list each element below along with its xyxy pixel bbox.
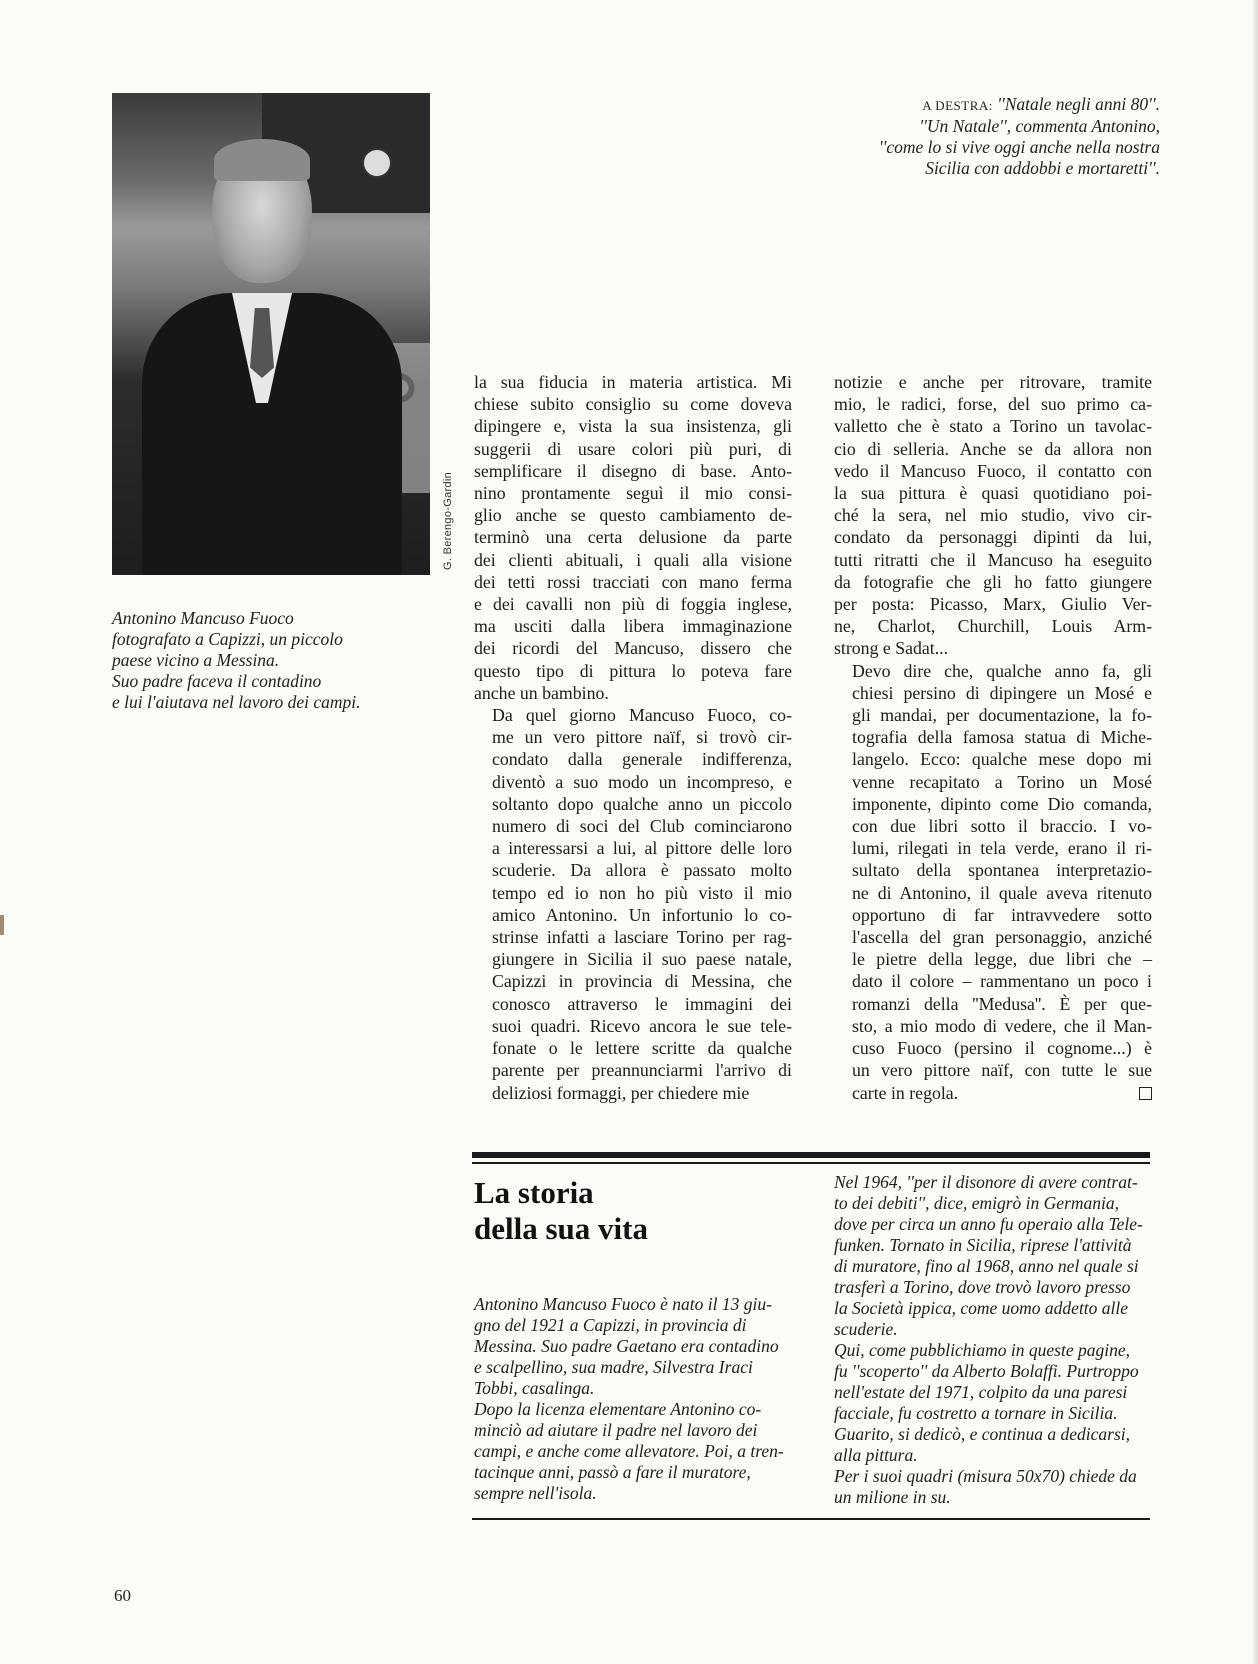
text-line: e dei cavalli non più di foggia inglese, [474,594,792,615]
text-line: scuderie. Da allora è passato molto [492,860,792,881]
photo-road-sign [362,148,392,178]
text-line: glio anche se questo cambiamento de- [474,505,792,526]
text-line: tografia della famosa statua di Miche- [852,727,1152,748]
text-line: venne recapitato a Torino un Mosé [852,771,1152,792]
title-line: della sua vita [474,1211,648,1246]
text-line: lumi, rilegati in tela verde, erano il ri- [852,838,1152,859]
photo-credit: G. Berengo-Gardin [442,471,454,570]
text-line: la sua fiducia in materia artistica. Mi [474,372,792,392]
caption-line: e lui l'aiutava nel lavoro dei campi. [112,692,361,712]
article-column-1 [474,371,792,1104]
title-line: La storia [474,1175,594,1210]
text-line: Messina. Suo padre Gaetano era contadino [474,1336,779,1356]
text-line: alla pittura. [834,1445,918,1465]
text-line: opportuno di far intravvedere sotto [852,904,1152,925]
text-line: notizie e anche per ritrovare, tramite [834,372,1152,392]
text-line: tutti ritratti che il Mancuso ha eseguito [834,549,1152,570]
text-line: ne di Antonino, il quale aveva ritenuto [852,882,1152,903]
text-line: sultato della spontanea interpretazio- [852,860,1152,881]
paragraph [834,660,1152,1104]
caption-line: fotografato a Capizzi, un piccolo [112,629,343,649]
caption-line: Sicilia con addobbi e mortaretti''. [925,158,1160,178]
text-line: dei tetti rossi tracciati con mano ferma [474,571,792,592]
text-line: facciale, fu costretto a tornare in Sicilia. [834,1403,1118,1423]
text-line: la Società ippica, come uomo addetto alle [834,1298,1129,1318]
text-line: langelo. Ecco: qualche mese dopo mi [852,749,1152,770]
caption-text: ''Natale negli anni 80''. [992,94,1160,114]
text-line: conosco attraverso le immagini dei [492,993,792,1014]
text-line: cuso Fuoco (persino il cognome...) è [852,1038,1152,1059]
text-line: un milione in su. [834,1487,951,1507]
text-line: strinse infatti a lasciare Torino per rag- [492,927,792,948]
text-line: parente per preannunciarmi l'arrivo di [492,1060,792,1081]
text-line: ne, Charlot, Churchill, Louis Arm- [834,616,1152,637]
text-line: dei clienti abituali, i quali alla visione [474,549,792,570]
text-line: anche un bambino. [474,682,609,703]
text-line: ché la sera, nel mio studio, vivo cir- [834,505,1152,526]
text-line: Capizzi in provincia di Messina, che [492,971,792,992]
text-line: Devo dire che, qualche anno fa, gli [852,660,1152,681]
text-line: gno del 1921 a Capizzi, in provincia di [474,1315,747,1335]
text-line: campi, e anche come allevatore. Poi, a tren- [474,1441,784,1461]
text-line: diventò a suo modo un incompreso, e [492,771,792,792]
text-line: sto, a mio modo di vedere, che il Man- [852,1015,1152,1036]
text-line: per posta: Picasso, Marx, Giulio Ver- [834,594,1152,615]
text-line: e scalpellino, sua madre, Silvestra Iraci [474,1357,753,1377]
text-line: l'ascella del gran personaggio, anziché [852,927,1152,948]
box-bottom-rule [472,1518,1150,1520]
text-line: soltanto dopo qualche anno un piccolo [492,793,792,814]
caption-lead: A DESTRA: [922,98,993,113]
text-line: suggerii di usare colori più puri, di [474,438,792,459]
text-line: trasferì a Torino, dove trovò lavoro presso [834,1277,1131,1297]
end-mark-icon [1139,1087,1152,1100]
text-line: tacinque anni, passò a fare il muratore, [474,1462,751,1482]
text-line: Nel 1964, ''per il disonore di avere contrat- [834,1172,1138,1192]
text-line: dove per circa un anno fu operaio alla Tele- [834,1214,1143,1234]
text-line: mio, le radici, forse, del suo primo ca- [834,394,1152,415]
caption-line: Antonino Mancuso Fuoco [112,608,294,628]
text-line: chiese subito consiglio su come doveva [474,394,792,415]
right-caption [820,94,1160,179]
text-line: da fotografie che gli ho fatto giungere [834,571,1152,592]
text-line: terminò una certa delusione da parte [474,527,792,548]
paper-edge [1253,0,1258,1664]
box-top-rule [472,1152,1150,1158]
text-line: condato da personaggi dipinti da lui, [834,527,1152,548]
text-line: Dopo la licenza elementare Antonino co- [474,1399,762,1419]
caption-line: ''Un Natale'', commenta Antonino, [919,116,1160,136]
biography-right [834,1172,1152,1508]
text-line: gli mandai, per documentazione, la fo- [852,705,1152,726]
text-line: carte in regola. [834,1082,1152,1104]
text-line: to dei debiti'', dice, emigrò in Germania, [834,1193,1120,1213]
article-column-2 [834,371,1152,1104]
caption-line: paese vicino a Messina. [112,650,280,670]
text-line: nino prontamente seguì il mio consi- [474,483,792,504]
text-line: giungere in Sicilia il suo paese natale, [492,949,792,970]
text-line: valletto che è stato a Torino un tavolac- [834,416,1152,437]
text-line: di muratore, fino al 1968, anno nel quale si [834,1256,1139,1276]
text-line: questo tipo di pittura lo poteva fare [474,660,792,681]
paper-mark [0,915,4,935]
text-line: numero di soci del Club cominciarono [492,816,792,837]
text-line: tempo ed io non ho più visto il mio [492,882,792,903]
text-line: me un vero pittore naïf, si trovò cir- [492,727,792,748]
text-line: fonate o le lettere scritte da qualche [492,1038,792,1059]
text-line: condato dalla generale indifferenza, [492,749,792,770]
text-line: a interessarsi a lui, al pittore delle loro [492,838,792,859]
text-line: imponente, dipinto come Dio comanda, [852,793,1152,814]
paragraph [474,371,792,704]
text-line: minciò ad aiutare il padre nel lavoro dei [474,1420,758,1440]
text-line: dipingere e, vista la sua insistenza, gli [474,416,792,437]
paragraph [474,704,792,1104]
text-line: ma usciti dalla libera immaginazione [474,616,792,637]
text-line: funken. Tornato in Sicilia, riprese l'attività [834,1235,1132,1255]
text-line: scuderie. [834,1319,898,1339]
text-line: fu ''scoperto'' da Alberto Bolaffi. Purtroppo [834,1361,1139,1381]
portrait-photo [112,93,430,575]
text-line: la sua pittura è quasi quotidiano poi- [834,483,1152,504]
text-line: Da quel giorno Mancuso Fuoco, co- [492,705,792,726]
text-line: amico Antonino. Un infortunio lo co- [492,904,792,925]
text-line: Qui, come pubblichiamo in queste pagine, [834,1340,1130,1360]
text-line: semplificare il disegno di base. Anto- [474,460,792,481]
biography-left [474,1294,794,1504]
text-line: Per i suoi quadri (misura 50x70) chiede da [834,1466,1137,1486]
text-line: dei ricordi del Mancuso, dissero che [474,638,792,659]
text-line: Tobbi, casalinga. [474,1378,595,1398]
text-line: nell'estate del 1971, colpito da una paresi [834,1382,1128,1402]
text-line: romanzi della ''Medusa''. È per que- [852,993,1152,1014]
text-line: con due libri sotto il braccio. I vo- [852,816,1152,837]
text-line: cio di selleria. Anche se da allora non [834,438,1152,459]
caption-line: ''come lo si vive oggi anche nella nostra [878,137,1160,157]
text-line: Guarito, si dedicò, e continua a dedicarsi, [834,1424,1131,1444]
caption-line: Suo padre faceva il contadino [112,671,322,691]
text-line: le pietre della legge, due libri che – [852,949,1152,970]
text-line: dato il colore – rammentano un poco i [852,971,1152,992]
photo-man-hair [214,139,310,181]
text-line: un vero pittore naïf, con tutte le sue [852,1060,1152,1081]
text-line: strong e Sadat... [834,638,949,659]
photo-caption [112,608,412,713]
box-top-thin-rule [472,1162,1150,1164]
text-line: suoi quadri. Ricevo ancora le sue tele- [492,1015,792,1036]
caption-line [820,94,1160,116]
box-title [474,1175,774,1247]
page-number: 60 [114,1586,131,1605]
text-line: deliziosi formaggi, per chiedere mie [492,1082,750,1103]
paragraph [834,371,1152,660]
text-line: sempre nell'isola. [474,1483,597,1503]
text-line: vedo il Mancuso Fuoco, il contatto con [834,460,1152,481]
text-line: chiesi persino di dipingere un Mosé e [852,682,1152,703]
text-line: Antonino Mancuso Fuoco è nato il 13 giu- [474,1294,772,1314]
